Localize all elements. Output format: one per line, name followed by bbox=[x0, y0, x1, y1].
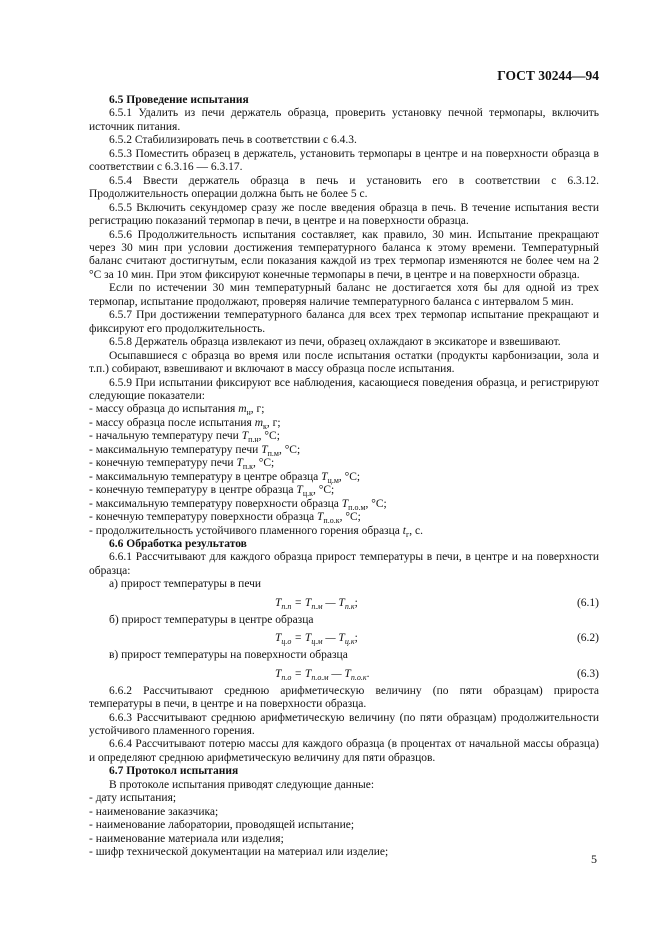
formula: $T_{п.п} = T_{п.м}$ — $T_{п.к}$; bbox=[275, 596, 358, 611]
list-item: - массу образца до испытания $m_н$, г; bbox=[89, 403, 265, 418]
list-item: - наименование заказчика; bbox=[89, 805, 219, 818]
list-item: - дату испытания; bbox=[89, 792, 177, 805]
item-c: в) прирост температуры на поверхности образца bbox=[109, 649, 348, 662]
para-6-6-2: 6.6.2 Рассчитывают среднюю арифметическую величину (по пяти образцам) прироста температуры в печи, в центре и на поверхности образца. bbox=[89, 684, 599, 711]
para-6-6-1: 6.6.1 Рассчитывают для каждого образца прирост температуры в печи, в центре и на поверхности образца: bbox=[89, 551, 599, 577]
equation-6-2 bbox=[89, 629, 599, 647]
list-item: - продолжительность устойчивого пламенного горения образца $t_г$, с. bbox=[89, 524, 423, 539]
para-6-5-6: 6.5.6 Продолжительность испытания составляет, как правило, 30 мин. Испытание прекращают через 30 мин при условии достижения температурного баланса к этому времени. Температурный баланс считают достигнутым, если показания каждой из трех термопар изменяются не более чем на 2 °С за 10 мин. При этом фиксируют конечные термопары в печи, в центре и на поверхности образца. bbox=[89, 228, 599, 281]
list-item: - конечную температуру поверхности образца $T_{п.о.к}$, °С; bbox=[89, 511, 361, 526]
page-number: 5 bbox=[591, 852, 597, 866]
formula: $T_{п.о} = T_{п.о.м}$ — $T_{п.о.к}$. bbox=[275, 667, 370, 682]
list-item: - максимальную температуру поверхности образца $T_{п.о.м}$, °С; bbox=[89, 497, 387, 512]
page-body bbox=[89, 94, 599, 860]
formula: $T_{ц.о} = T_{ц.м}$ — $T_{ц.к}$; bbox=[275, 632, 358, 647]
list-item: - шифр технической документации на материал или изделие; bbox=[89, 846, 389, 859]
equation-6-3 bbox=[89, 665, 599, 683]
para-6-5-2: 6.5.2 Стабилизировать печь в соответствии с 6.4.3. bbox=[109, 134, 357, 147]
section-6-5-title: 6.5 Проведение испытания bbox=[109, 94, 249, 106]
list-item: - конечную температуру печи $T_{п.к}$, °С; bbox=[89, 457, 275, 472]
list-item: - конечную температуру в центре образца $T_{ц.к}$, °С; bbox=[89, 484, 335, 499]
list-item: - максимальную температуру в центре образца $T_{ц.м}$, °С; bbox=[89, 470, 361, 485]
para-6-5-5: 6.5.5 Включить секундомер сразу же после введения образца в печь. В течение испытания вести регистрацию показаний термопар в печи, в центре и на поверхности образца. bbox=[89, 201, 599, 228]
item-a: а) прирост температуры в печи bbox=[109, 578, 262, 591]
para-6-6-4: 6.6.4 Рассчитывают потерю массы для каждого образца (в процентах от начальной массы образца) и определяют среднюю арифметическую величину для пяти образцов. bbox=[89, 738, 599, 764]
section-6-6-title: 6.6 Обработка результатов bbox=[109, 537, 247, 550]
list-item: - наименование лаборатории, проводящей испытание; bbox=[89, 819, 355, 832]
equation-number: (6.2) bbox=[576, 632, 599, 645]
section-6-7-title: 6.7 Протокол испытания bbox=[109, 765, 239, 778]
para-6-6-3: 6.6.3 Рассчитывают среднюю арифметическую величину (по пяти образцам) продолжительности устойчивого пламенного горения. bbox=[89, 711, 599, 738]
para-6-5-8-cont: Осыпавшиеся с образца во время или после испытания остатки (продукты карбонизации, зола и т.п.) собирают, взвешивают и включают в массу образца после испытания. bbox=[89, 349, 599, 376]
list-item: - наименование материала или изделия; bbox=[89, 832, 284, 845]
list-item: - массу образца после испытания $m_к$, г; bbox=[89, 416, 281, 431]
para-6-5-4: 6.5.4 Ввести держатель образца в печь и установить его в соответствии с 6.3.12. Продолжительность операции должна быть не более 5 с. bbox=[89, 174, 599, 201]
para-6-5-8: 6.5.8 Держатель образца извлекают из печи, образец охлаждают в эксикаторе и взвешивают. bbox=[109, 336, 561, 349]
para-6-7-intro: В протоколе испытания приводят следующие данные: bbox=[109, 778, 375, 791]
para-6-5-1: 6.5.1 Удалить из печи держатель образца, проверить установку печной термопары, включить источник питания. bbox=[89, 107, 599, 133]
equation-number: (6.3) bbox=[576, 667, 599, 680]
para-6-5-7: 6.5.7 При достижении температурного баланса для всех трех термопар испытание прекращают и фиксируют его продолжительность. bbox=[89, 309, 599, 335]
standard-code: ГОСТ 30244—94 bbox=[497, 68, 599, 83]
para-6-5-3: 6.5.3 Поместить образец в держатель, установить термопары в центре и на поверхности образца в соответствии с 6.3.16 — 6.3.17. bbox=[89, 147, 599, 174]
item-b: б) прирост температуры в центре образца bbox=[109, 613, 314, 626]
list-item: - максимальную температуру печи $T_{п.м}$, °С; bbox=[89, 443, 301, 458]
para-6-5-9: 6.5.9 При испытании фиксируют все наблюдения, касающиеся поведения образца, и регистрируют следующие показатели: bbox=[89, 376, 599, 402]
para-6-5-6-cont: Если по истечении 30 мин температурный баланс не достигается хотя бы для одной из трех термопар, испытание продолжают, проверяя наличие температурного баланса с интервалом 5 мин. bbox=[89, 282, 599, 308]
equation-6-1 bbox=[89, 594, 599, 612]
equation-number: (6.1) bbox=[576, 596, 599, 609]
list-item: - начальную температуру печи $T_{п.н}$, °С; bbox=[89, 430, 280, 445]
